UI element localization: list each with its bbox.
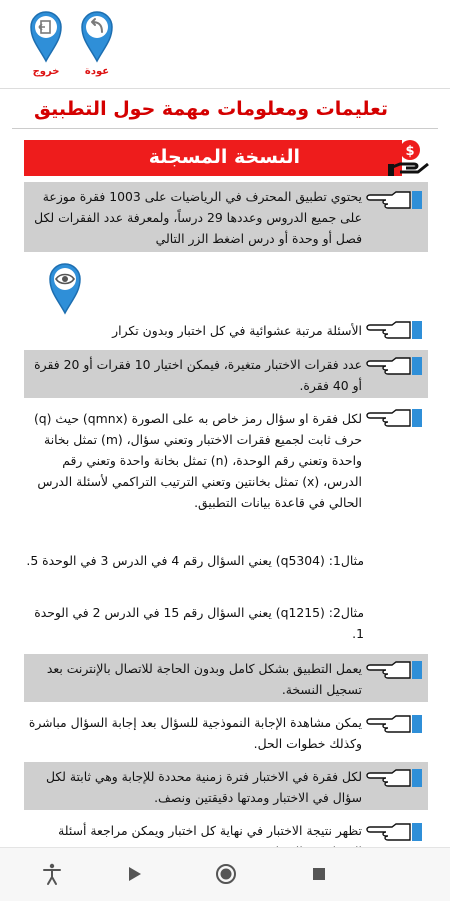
back-arrow-icon[interactable]: [80, 10, 114, 62]
list-item: [24, 762, 428, 810]
accessibility-icon[interactable]: [40, 862, 64, 886]
list-item: [24, 316, 428, 344]
list-item: [24, 654, 428, 702]
list-item: [24, 350, 428, 398]
exit-door-icon[interactable]: [29, 10, 63, 62]
item-text: يحتوي تطبيق المحترف في الرياضيات على 1003 فقرة موزعة على جميع الدروس وعددها 29 درساً، ولمعرفة عدد الفقرات لكل فصل أو وحدة أو درس اضغط الزر التالي: [34, 189, 362, 246]
pointing-hand-icon: [366, 188, 424, 212]
stop-square-icon[interactable]: [307, 862, 331, 886]
item-text: لكل فقرة او سؤال رمز خاص به على الصورة (qmnx) حيث (q) حرف ثابت لجميع فقرات الاختبار وتعني سؤال، (m) تمثل بخانة واحدة وتعني رقم الوحدة، (n) تمثل بخانة واحدة وتعني رقم الدرس، (x) تمثل بخانتين وتعني الترتيب التراكمي لأسئلة الدرس الحالي في قاعدة بيانات التطبيق.: [33, 411, 362, 510]
item-text: تظهر نتيجة الاختبار في نهاية كل اختبار ويمكن مراجعة أسئلة: [58, 823, 362, 838]
exit-label[interactable]: خروج: [32, 66, 60, 77]
pointing-hand-icon: [366, 820, 424, 844]
pointing-hand-icon: [366, 406, 424, 430]
top-divider: [0, 88, 450, 89]
list-item: [24, 708, 428, 756]
example-1: مثال1: (q5304) يعني السؤال رقم 4 في الدرس 3 في الوحدة 5.: [26, 553, 364, 568]
pointing-hand-icon: [366, 658, 424, 682]
svg-text:$: $: [405, 144, 415, 159]
system-navigation-bar: [0, 847, 450, 901]
item-text: الأسئلة مرتبة عشوائية في كل اختبار وبدون تكرار: [112, 323, 362, 338]
home-circle-icon[interactable]: [214, 862, 238, 886]
list-item: [24, 816, 428, 847]
example-2: مثال2: (q1215) يعني السؤال رقم 15 في الدرس 2 في الوحدة 1.: [34, 605, 364, 641]
pointing-hand-icon: [366, 766, 424, 790]
list-item: [24, 182, 428, 252]
pointing-hand-icon: [366, 354, 424, 378]
item-text: لكل فقرة في الاختبار فترة زمنية محددة للإجابة وهي ثابتة لكل سؤال في الاختبار ومدتها دقيقتين ونصف.: [45, 769, 362, 805]
banner-title: النسخة المسجلة: [148, 146, 300, 168]
list-item: [24, 404, 428, 540]
pointing-hand-icon: [366, 318, 424, 342]
play-icon[interactable]: [122, 862, 146, 886]
title-divider: [12, 128, 438, 129]
top-bar: [0, 0, 450, 88]
item-text: يعمل التطبيق بشكل كامل وبدون الحاجة للاتصال بالإنترنت بعد تسجيل النسخة.: [46, 661, 362, 697]
pointing-hand-icon: [366, 712, 424, 736]
item-text: يمكن مشاهدة الإجابة النموذجية للسؤال بعد إجابة السؤال مباشرة وكذلك خطوات الحل.: [28, 715, 362, 751]
money-hand-icon: [388, 138, 430, 178]
eye-icon[interactable]: [48, 262, 82, 314]
item-text: عدد فقرات الاختبار متغيرة، فيمكن اختيار 10 فقرات أو 20 فقرة أو 40 فقرة.: [34, 357, 362, 393]
back-label[interactable]: عودة: [84, 66, 110, 77]
page-title: تعليمات ومعلومات مهمة حول التطبيق: [34, 98, 388, 120]
